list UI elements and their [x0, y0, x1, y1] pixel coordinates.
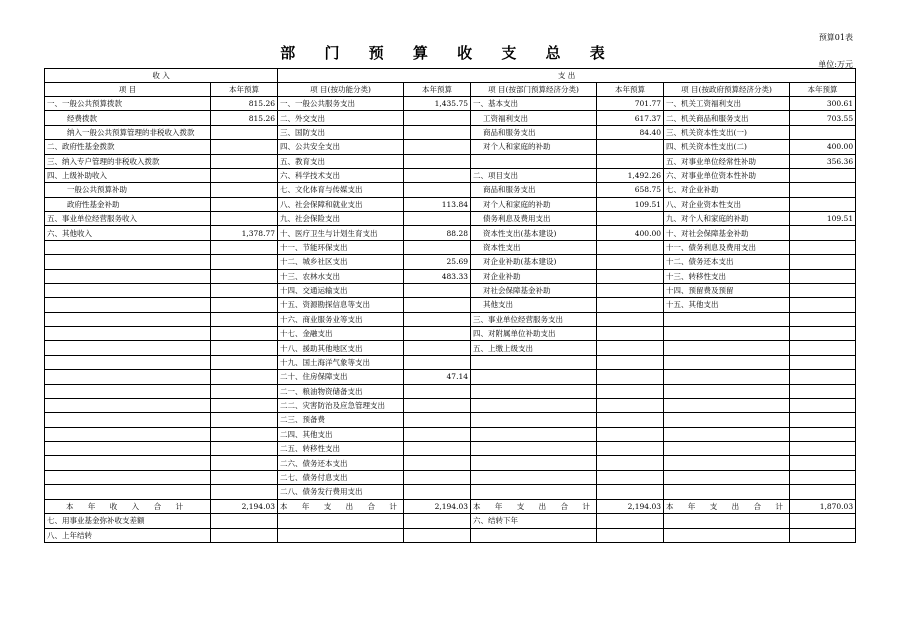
income-item-cell — [45, 370, 211, 384]
income-amount-cell — [211, 370, 278, 384]
func-item-cell: 十八、援助其他地区支出 — [278, 341, 404, 355]
gov-item-cell: 三、机关资本性支出(一) — [664, 125, 790, 139]
gov-amount-cell — [790, 413, 856, 427]
func-amount-cell — [404, 384, 471, 398]
dept-amount-cell: 1,492.26 — [597, 168, 664, 182]
func-item-cell: 十二、城乡社区支出 — [278, 255, 404, 269]
income-amount-cell — [211, 312, 278, 326]
gov-amount-cell — [790, 398, 856, 412]
income-amount-cell — [211, 168, 278, 182]
func-amount-cell — [404, 140, 471, 154]
dept-amount-cell — [597, 312, 664, 326]
dept-amount-cell: 109.51 — [597, 197, 664, 211]
gov-item-cell — [664, 485, 790, 500]
income-item-cell — [45, 470, 211, 484]
gov-amount-cell — [790, 514, 856, 528]
table-row — [45, 470, 856, 484]
func-amount-cell: 1,435.75 — [404, 97, 471, 111]
gov-amount-cell: 703.55 — [790, 111, 856, 125]
income-item-cell: 七、用事业基金弥补收支差额 — [45, 514, 211, 528]
func-item-cell: 二五、转移性支出 — [278, 442, 404, 456]
income-item-cell: 政府性基金补助 — [45, 197, 211, 211]
func-amount-cell — [404, 398, 471, 412]
func-amount-cell — [404, 111, 471, 125]
gov-amount-cell — [790, 226, 856, 240]
income-amount-cell — [211, 240, 278, 254]
gov-amount-header: 本年预算 — [790, 83, 856, 97]
gov-amount-cell: 300.61 — [790, 97, 856, 111]
dept-item-cell — [471, 456, 597, 470]
income-total-value: 2,194.03 — [211, 499, 278, 513]
income-amount-cell — [211, 197, 278, 211]
func-amount-cell — [404, 341, 471, 355]
gov-amount-cell — [790, 528, 856, 542]
dept-amount-cell — [597, 470, 664, 484]
income-amount-cell — [211, 341, 278, 355]
table-row — [45, 197, 856, 211]
budget-summary-table — [44, 68, 856, 543]
income-item-cell: 一般公共预算补助 — [45, 183, 211, 197]
gov-item-cell: 十三、转移性支出 — [664, 269, 790, 283]
dept-item-cell: 五、上缴上级支出 — [471, 341, 597, 355]
table-row — [45, 427, 856, 441]
income-item-cell — [45, 384, 211, 398]
table-row — [45, 140, 856, 154]
dept-amount-cell — [597, 283, 664, 297]
func-amount-cell — [404, 442, 471, 456]
gov-item-cell — [664, 398, 790, 412]
dept-amount-cell — [597, 456, 664, 470]
income-item-cell: 三、纳入专户管理的非税收入拨款 — [45, 154, 211, 168]
dept-item-cell — [471, 370, 597, 384]
dept-amount-cell — [597, 442, 664, 456]
gov-amount-cell: 400.00 — [790, 140, 856, 154]
gov-item-cell — [664, 370, 790, 384]
func-item-cell: 二七、债务付息支出 — [278, 470, 404, 484]
func-item-cell: 十四、交通运输支出 — [278, 283, 404, 297]
table-row — [45, 283, 856, 297]
income-amount-cell — [211, 140, 278, 154]
table-row — [45, 528, 856, 542]
gov-item-cell — [664, 470, 790, 484]
gov-amount-cell: 109.51 — [790, 212, 856, 226]
func-total-label: 本 年 支 出 合 计 — [278, 499, 404, 513]
dept-item-cell — [471, 384, 597, 398]
gov-amount-cell — [790, 327, 856, 341]
income-amount-cell — [211, 485, 278, 500]
func-item-cell: 十三、农林水支出 — [278, 269, 404, 283]
dept-item-cell: 对企业补助 — [471, 269, 597, 283]
dept-item-cell — [471, 413, 597, 427]
gov-item-cell — [664, 456, 790, 470]
gov-item-cell — [664, 341, 790, 355]
gov-amount-cell — [790, 168, 856, 182]
income-amount-cell: 815.26 — [211, 111, 278, 125]
table-row — [45, 111, 856, 125]
dept-amount-header: 本年预算 — [597, 83, 664, 97]
gov-item-cell — [664, 312, 790, 326]
income-item-header: 项 目 — [45, 83, 211, 97]
table-row — [45, 183, 856, 197]
table-row — [45, 442, 856, 456]
func-item-cell: 二、外交支出 — [278, 111, 404, 125]
income-item-cell — [45, 312, 211, 326]
gov-amount-cell — [790, 240, 856, 254]
gov-amount-cell: 356.36 — [790, 154, 856, 168]
dept-item-cell: 商品和服务支出 — [471, 125, 597, 139]
dept-total-label: 本 年 支 出 合 计 — [471, 499, 597, 513]
income-amount-cell — [211, 255, 278, 269]
dept-item-cell — [471, 528, 597, 542]
header-row-columns — [45, 83, 856, 97]
gov-item-cell — [664, 384, 790, 398]
func-item-cell: 十七、金融支出 — [278, 327, 404, 341]
income-total-label: 本 年 收 入 合 计 — [45, 499, 211, 513]
income-amount-cell — [211, 398, 278, 412]
income-amount-cell — [211, 154, 278, 168]
income-amount-header: 本年预算 — [211, 83, 278, 97]
gov-item-cell: 十四、预留费及预留 — [664, 283, 790, 297]
income-amount-cell — [211, 183, 278, 197]
gov-amount-cell — [790, 312, 856, 326]
func-item-cell: 二六、债务还本支出 — [278, 456, 404, 470]
income-amount-cell: 815.26 — [211, 97, 278, 111]
income-item-cell — [45, 398, 211, 412]
func-item-cell: 四、公共安全支出 — [278, 140, 404, 154]
gov-total-label: 本 年 支 出 合 计 — [664, 499, 790, 513]
func-amount-cell: 47.14 — [404, 370, 471, 384]
gov-amount-cell — [790, 283, 856, 297]
table-row — [45, 398, 856, 412]
income-item-cell — [45, 456, 211, 470]
income-amount-cell — [211, 125, 278, 139]
gov-item-cell — [664, 514, 790, 528]
func-amount-header: 本年预算 — [404, 83, 471, 97]
func-item-cell: 一、一般公共服务支出 — [278, 97, 404, 111]
gov-item-header: 项 目(按政府预算经济分类) — [664, 83, 790, 97]
gov-amount-cell — [790, 485, 856, 500]
dept-item-cell: 六、结转下年 — [471, 514, 597, 528]
gov-item-cell: 九、对个人和家庭的补助 — [664, 212, 790, 226]
func-item-cell: 二十、住房保障支出 — [278, 370, 404, 384]
dept-amount-cell — [597, 370, 664, 384]
dept-amount-cell — [597, 255, 664, 269]
gov-item-cell: 四、机关资本性支出(二) — [664, 140, 790, 154]
table-row — [45, 269, 856, 283]
gov-amount-cell — [790, 470, 856, 484]
income-amount-cell — [211, 298, 278, 312]
func-item-header: 项 目(按功能分类) — [278, 83, 404, 97]
gov-amount-cell — [790, 355, 856, 369]
income-amount-cell — [211, 283, 278, 297]
func-amount-cell — [404, 312, 471, 326]
income-amount-cell — [211, 427, 278, 441]
dept-item-cell — [471, 154, 597, 168]
table-row — [45, 485, 856, 500]
income-item-cell: 四、上级补助收入 — [45, 168, 211, 182]
gov-item-cell: 六、对事业单位资本性补助 — [664, 168, 790, 182]
dept-amount-cell — [597, 528, 664, 542]
income-item-cell: 纳入一般公共预算管理的非税收入拨款 — [45, 125, 211, 139]
income-amount-cell: 1,378.77 — [211, 226, 278, 240]
income-item-cell: 八、上年结转 — [45, 528, 211, 542]
dept-item-cell — [471, 398, 597, 412]
dept-item-cell: 对个人和家庭的补助 — [471, 197, 597, 211]
gov-item-cell: 八、对企业资本性支出 — [664, 197, 790, 211]
income-amount-cell — [211, 355, 278, 369]
dept-amount-cell — [597, 298, 664, 312]
income-item-cell — [45, 298, 211, 312]
table-row — [45, 341, 856, 355]
income-item-cell — [45, 427, 211, 441]
income-item-cell — [45, 283, 211, 297]
dept-amount-cell — [597, 384, 664, 398]
func-amount-cell — [404, 514, 471, 528]
gov-item-cell — [664, 413, 790, 427]
func-item-cell: 二四、其他支出 — [278, 427, 404, 441]
income-item-cell: 五、事业单位经营服务收入 — [45, 212, 211, 226]
func-item-cell: 六、科学技术支出 — [278, 168, 404, 182]
gov-amount-cell — [790, 255, 856, 269]
func-amount-cell: 113.84 — [404, 197, 471, 211]
func-item-cell: 五、教育支出 — [278, 154, 404, 168]
table-row — [45, 456, 856, 470]
func-amount-cell — [404, 240, 471, 254]
income-item-cell — [45, 240, 211, 254]
unit-label: 单位:万元 — [818, 60, 853, 69]
totals-row — [45, 499, 856, 513]
gov-item-cell — [664, 427, 790, 441]
func-item-cell: 十九、国土海洋气象等支出 — [278, 355, 404, 369]
income-amount-cell — [211, 528, 278, 542]
dept-amount-cell — [597, 485, 664, 500]
dept-amount-cell: 658.75 — [597, 183, 664, 197]
table-row — [45, 312, 856, 326]
func-amount-cell — [404, 355, 471, 369]
dept-item-cell: 对企业补助(基本建设) — [471, 255, 597, 269]
table-row — [45, 212, 856, 226]
func-item-cell: 十、医疗卫生与计划生育支出 — [278, 226, 404, 240]
table-row — [45, 355, 856, 369]
dept-amount-cell: 617.37 — [597, 111, 664, 125]
income-amount-cell — [211, 470, 278, 484]
func-item-cell: 十一、节能环保支出 — [278, 240, 404, 254]
func-item-cell: 三、国防支出 — [278, 125, 404, 139]
income-item-cell — [45, 269, 211, 283]
gov-amount-cell — [790, 427, 856, 441]
gov-amount-cell — [790, 442, 856, 456]
table-row — [45, 413, 856, 427]
income-amount-cell — [211, 514, 278, 528]
gov-total-value: 1,870.03 — [790, 499, 856, 513]
dept-amount-cell — [597, 341, 664, 355]
income-item-cell — [45, 327, 211, 341]
dept-item-cell: 资本性支出 — [471, 240, 597, 254]
table-row — [45, 384, 856, 398]
income-section-header: 收 入 — [45, 69, 278, 83]
table-row — [45, 226, 856, 240]
dept-amount-cell — [597, 413, 664, 427]
func-amount-cell — [404, 456, 471, 470]
table-row — [45, 168, 856, 182]
income-item-cell: 经费拨款 — [45, 111, 211, 125]
gov-item-cell — [664, 528, 790, 542]
dept-item-cell: 一、基本支出 — [471, 97, 597, 111]
gov-item-cell: 二、机关商品和服务支出 — [664, 111, 790, 125]
func-amount-cell — [404, 485, 471, 500]
dept-item-cell — [471, 427, 597, 441]
gov-item-cell: 十、对社会保障基金补助 — [664, 226, 790, 240]
table-row — [45, 298, 856, 312]
dept-total-value: 2,194.03 — [597, 499, 664, 513]
gov-item-cell: 十五、其他支出 — [664, 298, 790, 312]
func-amount-cell: 25.69 — [404, 255, 471, 269]
gov-amount-cell — [790, 269, 856, 283]
income-amount-cell — [211, 269, 278, 283]
func-amount-cell — [404, 183, 471, 197]
dept-item-cell: 工资福利支出 — [471, 111, 597, 125]
income-amount-cell — [211, 413, 278, 427]
gov-item-cell: 五、对事业单位经常性补助 — [664, 154, 790, 168]
func-amount-cell — [404, 528, 471, 542]
table-row — [45, 327, 856, 341]
income-item-cell: 二、政府性基金拨款 — [45, 140, 211, 154]
func-amount-cell — [404, 470, 471, 484]
dept-item-cell: 其他支出 — [471, 298, 597, 312]
income-amount-cell — [211, 327, 278, 341]
table-row — [45, 154, 856, 168]
func-item-cell: 二二、灾害防治及应急管理支出 — [278, 398, 404, 412]
income-item-cell — [45, 355, 211, 369]
func-item-cell: 十五、资源勘探信息等支出 — [278, 298, 404, 312]
gov-amount-cell — [790, 456, 856, 470]
dept-item-cell: 二、项目支出 — [471, 168, 597, 182]
income-item-cell — [45, 442, 211, 456]
func-item-cell: 八、社会保障和就业支出 — [278, 197, 404, 211]
func-amount-cell — [404, 125, 471, 139]
table-row — [45, 514, 856, 528]
func-amount-cell — [404, 327, 471, 341]
func-amount-cell: 483.33 — [404, 269, 471, 283]
func-amount-cell — [404, 154, 471, 168]
dept-amount-cell — [597, 427, 664, 441]
table-row — [45, 240, 856, 254]
func-item-cell: 二三、预备费 — [278, 413, 404, 427]
dept-item-cell — [471, 442, 597, 456]
gov-amount-cell — [790, 384, 856, 398]
table-row — [45, 255, 856, 269]
gov-item-cell: 十一、债务利息及费用支出 — [664, 240, 790, 254]
income-item-cell: 六、其他收入 — [45, 226, 211, 240]
gov-amount-cell — [790, 125, 856, 139]
gov-item-cell: 一、机关工资福利支出 — [664, 97, 790, 111]
dept-amount-cell — [597, 327, 664, 341]
gov-item-cell: 七、对企业补助 — [664, 183, 790, 197]
func-item-cell: 二一、粮油物资储备支出 — [278, 384, 404, 398]
func-amount-cell — [404, 283, 471, 297]
income-item-cell — [45, 255, 211, 269]
dept-amount-cell — [597, 269, 664, 283]
dept-amount-cell — [597, 355, 664, 369]
func-amount-cell — [404, 427, 471, 441]
income-amount-cell — [211, 442, 278, 456]
form-number: 预算01表 — [818, 33, 853, 42]
dept-amount-cell — [597, 514, 664, 528]
gov-amount-cell — [790, 341, 856, 355]
func-total-value: 2,194.03 — [404, 499, 471, 513]
income-item-cell — [45, 485, 211, 500]
dept-item-cell — [471, 470, 597, 484]
dept-amount-cell: 84.40 — [597, 125, 664, 139]
page-title: 部 门 预 算 收 支 总 表 — [280, 44, 617, 62]
dept-item-cell: 资本性支出(基本建设) — [471, 226, 597, 240]
dept-amount-cell — [597, 398, 664, 412]
income-amount-cell — [211, 384, 278, 398]
dept-item-cell: 四、对附属单位补助支出 — [471, 327, 597, 341]
func-item-cell: 七、文化体育与传媒支出 — [278, 183, 404, 197]
dept-item-cell: 商品和服务支出 — [471, 183, 597, 197]
gov-amount-cell — [790, 370, 856, 384]
income-amount-cell — [211, 212, 278, 226]
expense-section-header: 支 出 — [278, 69, 856, 83]
func-item-cell — [278, 514, 404, 528]
gov-amount-cell — [790, 197, 856, 211]
dept-item-cell — [471, 485, 597, 500]
income-item-cell: 一、一般公共预算拨款 — [45, 97, 211, 111]
func-item-cell — [278, 528, 404, 542]
dept-amount-cell — [597, 140, 664, 154]
dept-item-header: 项 目(按部门预算经济分类) — [471, 83, 597, 97]
gov-item-cell — [664, 327, 790, 341]
func-amount-cell: 88.28 — [404, 226, 471, 240]
dept-amount-cell — [597, 154, 664, 168]
dept-item-cell: 债务利息及费用支出 — [471, 212, 597, 226]
func-item-cell: 十六、商业服务业等支出 — [278, 312, 404, 326]
gov-amount-cell — [790, 298, 856, 312]
dept-item-cell — [471, 355, 597, 369]
func-item-cell: 二八、债务发行费用支出 — [278, 485, 404, 500]
income-item-cell — [45, 413, 211, 427]
dept-item-cell: 三、事业单位经营服务支出 — [471, 312, 597, 326]
gov-item-cell: 十二、债务还本支出 — [664, 255, 790, 269]
table-row — [45, 370, 856, 384]
dept-item-cell: 对社会保障基金补助 — [471, 283, 597, 297]
dept-amount-cell — [597, 240, 664, 254]
income-item-cell — [45, 341, 211, 355]
income-amount-cell — [211, 456, 278, 470]
table-row — [45, 125, 856, 139]
table-row — [45, 97, 856, 111]
dept-item-cell: 对个人和家庭的补助 — [471, 140, 597, 154]
gov-amount-cell — [790, 183, 856, 197]
gov-item-cell — [664, 355, 790, 369]
gov-item-cell — [664, 442, 790, 456]
func-amount-cell — [404, 298, 471, 312]
dept-amount-cell: 701.77 — [597, 97, 664, 111]
dept-amount-cell — [597, 212, 664, 226]
func-amount-cell — [404, 168, 471, 182]
func-amount-cell — [404, 212, 471, 226]
func-amount-cell — [404, 413, 471, 427]
dept-amount-cell: 400.00 — [597, 226, 664, 240]
func-item-cell: 九、社会保险支出 — [278, 212, 404, 226]
header-row-sections — [45, 69, 856, 83]
